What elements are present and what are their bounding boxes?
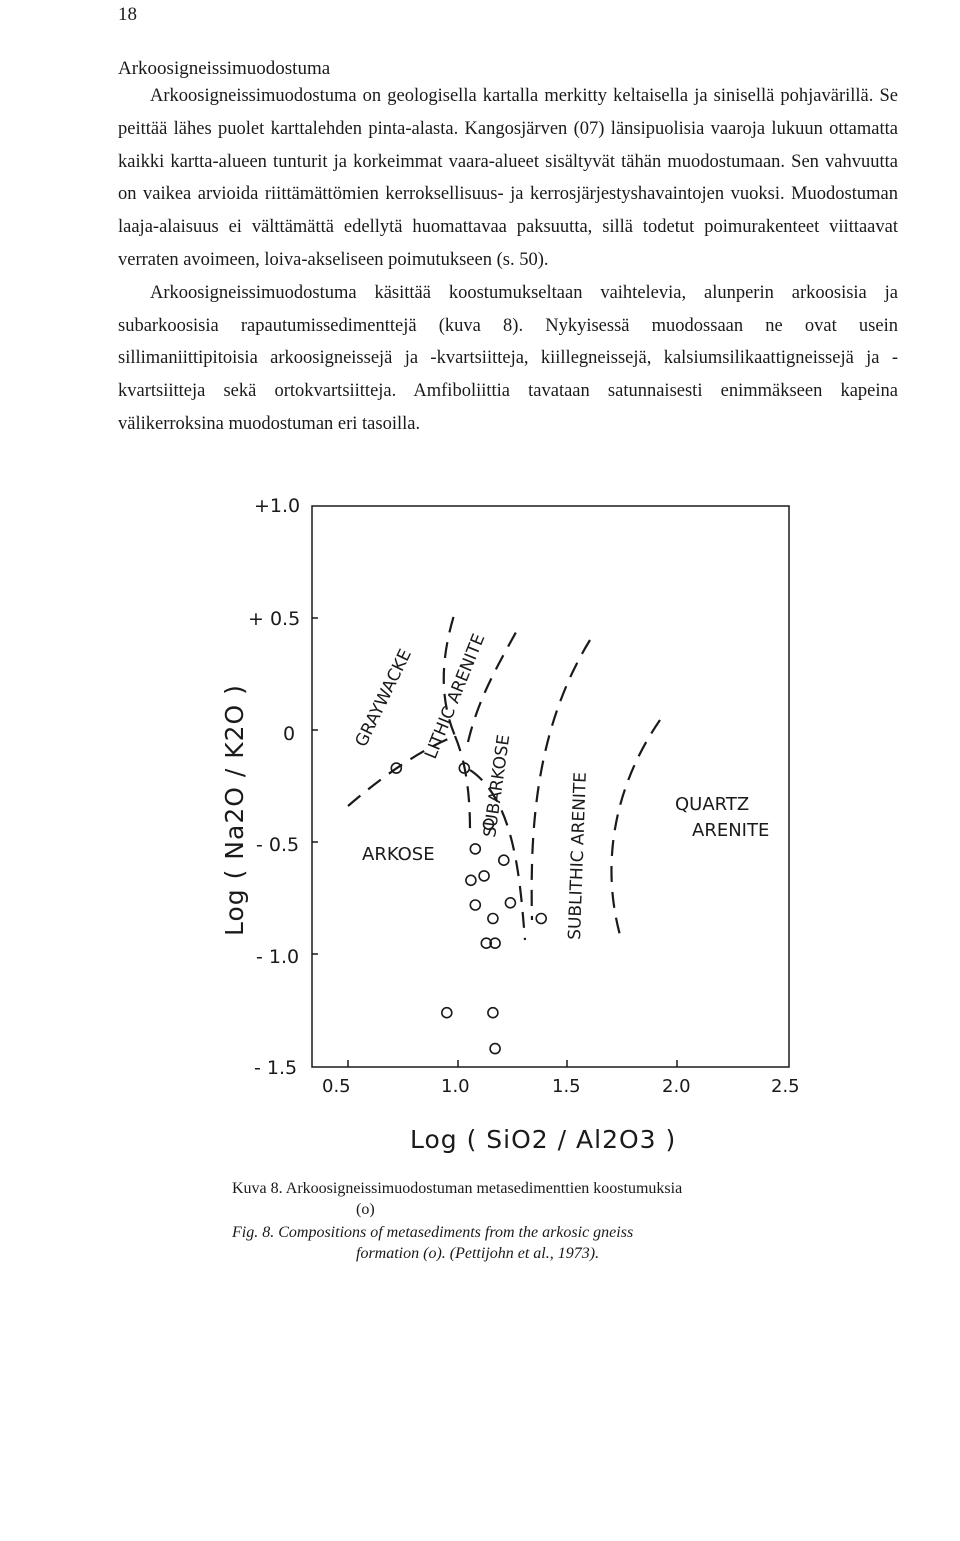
- paragraph-2: Arkoosigneissimuodostuma käsittää koostumukseltaan vaihtelevia, alunperin arkoosisia ja subarkoosisia rapautumissedimenttejä (kuva 8). Nykyisessä muodossaan ne ovat usein sillimaniittipitoisia arkoosigneissejä ja -kvartsiitteja, kiillegneissejä, kalsiumsilikaattigneissejä ja -kvartsiitteja sekä ortokvartsiitteja. Amfiboliittia tavataan satunnaisesti enimmäkseen kapeina välikerroksina muodostuman eri tasoilla.: [118, 282, 898, 434]
- data-point: [488, 914, 498, 924]
- y-axis-label: Log ( Na2O / K2O ): [220, 684, 249, 936]
- x-tick-label: 2.0: [662, 1076, 691, 1097]
- data-point: [466, 875, 476, 885]
- data-point: [536, 914, 546, 924]
- y-tick-label: +1.0: [254, 495, 301, 517]
- x-tick-label: 0.5: [322, 1076, 351, 1097]
- caption-fi-line1: Kuva 8. Arkoosigneissimuodostuman metasedimenttien koostumuksia: [232, 1180, 683, 1197]
- field-label-subarkose: SUBARKOSE: [480, 733, 515, 839]
- data-point: [488, 1008, 498, 1018]
- field-label-graywacke: GRAYWACKE: [351, 646, 416, 751]
- x-tick-label: 1.5: [552, 1076, 581, 1097]
- x-axis-label: Log ( SiO2 / Al2O3 ): [410, 1125, 677, 1154]
- data-point: [470, 900, 480, 910]
- y-tick-label: - 0.5: [256, 834, 300, 856]
- x-tick-label: 1.0: [441, 1076, 470, 1097]
- field-label-arkose: ARKOSE: [362, 844, 435, 865]
- data-point: [505, 898, 515, 908]
- plot-frame: [312, 506, 789, 1067]
- caption-en-line2: formation (o). (Pettijohn et al., 1973).: [356, 1245, 600, 1262]
- caption-finnish: [232, 1178, 822, 1220]
- data-point: [499, 855, 509, 865]
- y-tick-label: 0: [283, 723, 296, 745]
- x-tick-label: 2.5: [771, 1076, 800, 1097]
- boundary-quartz-arenite: [611, 720, 660, 935]
- caption-en-line1: Fig. 8. Compositions of metasediments from the arkosic gneiss: [232, 1224, 634, 1241]
- caption-english: [232, 1222, 822, 1264]
- page-number: 18: [118, 4, 137, 25]
- x-ticks: [348, 1060, 677, 1067]
- section-heading: Arkoosigneissimuodostuma: [118, 58, 331, 79]
- y-tick-label: - 1.5: [254, 1057, 298, 1079]
- y-tick-label: - 1.0: [256, 946, 300, 968]
- boundary-arkose-subarkose: [455, 736, 470, 830]
- y-tick-label: + 0.5: [248, 608, 301, 630]
- y-ticks: [312, 618, 318, 954]
- field-label-arenite: ARENITE: [692, 820, 770, 841]
- field-label-sublithic-arenite: SUBLITHIC ARENITE: [565, 771, 591, 941]
- data-points: [391, 763, 546, 1054]
- field-label-lithic-arenite: LITHIC ARENITE: [421, 631, 490, 762]
- figure-caption: [232, 1178, 822, 1264]
- data-point: [479, 871, 489, 881]
- field-label-quartz: QUARTZ: [675, 794, 750, 815]
- data-point: [470, 844, 480, 854]
- data-point: [490, 1044, 500, 1054]
- paragraph-1: Arkoosigneissimuodostuma on geologisella kartalla merkitty keltaisella ja sinisellä pohjavärillä. Se peittää lähes puolet karttalehden pinta-alasta. Kangosjärven (07) länsipuolisia vaaroja lukuun ottamatta kaikki kartta-alueen tunturit ja korkeimmat vaara-alueet sisältyvät tähän muodostumaan. Sen vahvuutta on vaikea arvioida riittämättömien kerroksellisuus- ja kerrosjärjestyshavaintojen vuoksi. Muodostuman laaja-alaisuus ei välttämättä edellytä huomattavaa paksuutta, sillä todetut poimurakenteet viittaavat verraten avoimeen, loiva-akseliseen poimutukseen (s. 50).: [118, 86, 898, 270]
- data-point: [442, 1008, 452, 1018]
- caption-fi-line2: (o): [356, 1201, 375, 1218]
